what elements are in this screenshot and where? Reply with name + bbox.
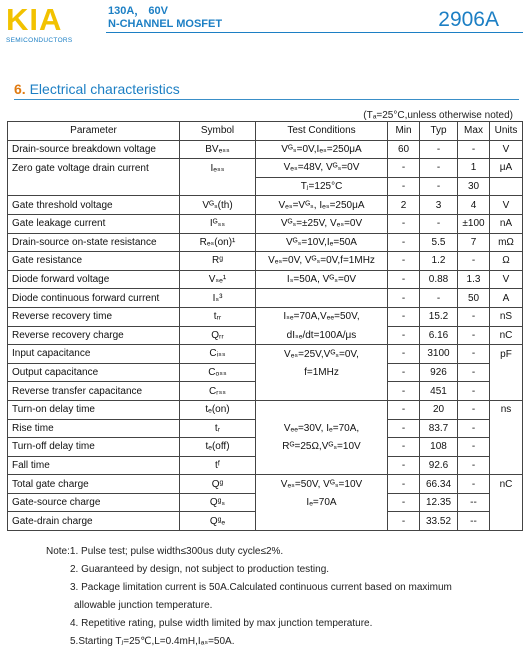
note-2: 2. Guaranteed by design, not subject to production testing. <box>70 564 330 575</box>
max-cell: 7 <box>458 233 490 252</box>
symbol-cell: Qᵣᵣ <box>180 326 256 345</box>
note-1: Note:1. Pulse test; pulse width≤300us duty cycle≤2%. <box>46 546 284 557</box>
table-row <box>8 438 523 457</box>
conditions-cell <box>256 456 388 475</box>
min-cell: - <box>388 289 420 308</box>
symbol-cell: Vᴳₛ(th) <box>180 196 256 215</box>
min-cell: - <box>388 493 420 512</box>
min-cell: - <box>388 214 420 233</box>
column-header: Symbol <box>180 122 256 141</box>
product-description <box>108 5 222 31</box>
units-cell: μA <box>490 159 523 178</box>
symbol-cell: Cᵣₛₛ <box>180 382 256 401</box>
max-cell: - <box>458 140 490 159</box>
min-cell: - <box>388 233 420 252</box>
rating-line: 130A， 60V <box>108 5 168 17</box>
max-cell: -- <box>458 512 490 531</box>
conditions-cell <box>256 512 388 531</box>
conditions-cell: Tⱼ=125°C <box>256 177 388 196</box>
symbol-cell: Iₛ³ <box>180 289 256 308</box>
max-cell: 4 <box>458 196 490 215</box>
logo-subtitle: SEMICONDUCTORS <box>6 37 73 44</box>
conditions-cell: f=1MHz <box>256 363 388 382</box>
typ-cell: 15.2 <box>420 307 458 326</box>
param-cell: Output capacitance <box>8 363 180 382</box>
units-cell: mΩ <box>490 233 523 252</box>
conditions-cell: Vᴳₛ=0V,Iₑₛ=250μA <box>256 140 388 159</box>
typ-cell: 451 <box>420 382 458 401</box>
logo-mark: KIA <box>6 2 63 37</box>
column-header: Test Conditions <box>256 122 388 141</box>
max-cell: - <box>458 363 490 382</box>
conditions-cell: Iₑ=70A <box>256 493 388 512</box>
min-cell: - <box>388 382 420 401</box>
typ-cell: 66.34 <box>420 475 458 494</box>
table-row <box>8 326 523 345</box>
units-cell <box>490 512 523 531</box>
header-divider <box>106 32 523 33</box>
typ-cell: 92.6 <box>420 456 458 475</box>
typ-cell: 6.16 <box>420 326 458 345</box>
min-cell: - <box>388 456 420 475</box>
symbol-cell: Iᴳₛₛ <box>180 214 256 233</box>
param-cell: Gate threshold voltage <box>8 196 180 215</box>
typ-cell: 83.7 <box>420 419 458 438</box>
company-logo <box>6 4 96 44</box>
min-cell: - <box>388 270 420 289</box>
typ-cell: 108 <box>420 438 458 457</box>
units-cell: nC <box>490 475 523 494</box>
max-cell: -- <box>458 493 490 512</box>
units-cell: nA <box>490 214 523 233</box>
max-cell: 1.3 <box>458 270 490 289</box>
table-row <box>8 382 523 401</box>
table-row <box>8 177 523 196</box>
param-cell: Drain-source breakdown voltage <box>8 140 180 159</box>
units-cell: V <box>490 270 523 289</box>
units-cell: Ω <box>490 252 523 271</box>
conditions-cell: dIₛₑ/dt=100A/μs <box>256 326 388 345</box>
symbol-cell: tₑ(on) <box>180 400 256 419</box>
min-cell: - <box>388 512 420 531</box>
conditions-cell: Vₑₑ=30V, Iₑ=70A, <box>256 419 388 438</box>
column-header: Parameter <box>8 122 180 141</box>
conditions-note: (Tₐ=25°C,unless otherwise noted) <box>363 110 513 121</box>
max-cell: - <box>458 307 490 326</box>
max-cell: - <box>458 438 490 457</box>
part-number: 2906A <box>438 8 499 31</box>
units-cell <box>490 493 523 512</box>
max-cell: - <box>458 456 490 475</box>
table-row <box>8 159 523 178</box>
min-cell: - <box>388 475 420 494</box>
units-cell <box>490 177 523 196</box>
table-header-row <box>8 122 523 141</box>
param-cell: Diode forward voltage <box>8 270 180 289</box>
section-title-text: Electrical characteristics <box>29 81 180 97</box>
table-row <box>8 307 523 326</box>
conditions-cell <box>256 400 388 419</box>
conditions-cell: Vₑₛ=48V, Vᴳₛ=0V <box>256 159 388 178</box>
symbol-cell: tₑ(off) <box>180 438 256 457</box>
units-cell <box>490 419 523 438</box>
typ-cell: - <box>420 289 458 308</box>
min-cell: - <box>388 363 420 382</box>
param-cell: Gate-source charge <box>8 493 180 512</box>
column-header: Max <box>458 122 490 141</box>
param-cell: Gate-drain charge <box>8 512 180 531</box>
symbol-cell: Iₑₛₛ <box>180 159 256 178</box>
typ-cell: 1.2 <box>420 252 458 271</box>
column-header: Typ <box>420 122 458 141</box>
note-3-continued: allowable junction temperature. <box>74 600 213 611</box>
symbol-cell: Cᵢₛₛ <box>180 345 256 364</box>
symbol-cell: tᵣ <box>180 419 256 438</box>
max-cell: 1 <box>458 159 490 178</box>
units-cell: ns <box>490 400 523 419</box>
min-cell: - <box>388 159 420 178</box>
units-cell: nS <box>490 307 523 326</box>
param-cell: Total gate charge <box>8 475 180 494</box>
symbol-cell: tᶠ <box>180 456 256 475</box>
symbol-cell: Cₒₛₛ <box>180 363 256 382</box>
typ-cell: 3100 <box>420 345 458 364</box>
units-cell <box>490 438 523 457</box>
typ-cell: 5.5 <box>420 233 458 252</box>
table-row <box>8 214 523 233</box>
param-cell: Turn-on delay time <box>8 400 180 419</box>
param-cell: Rise time <box>8 419 180 438</box>
section-number: 6. <box>14 81 26 97</box>
symbol-cell: Qᵍₑ <box>180 512 256 531</box>
param-cell: Reverse recovery time <box>8 307 180 326</box>
units-cell <box>490 456 523 475</box>
electrical-characteristics-table <box>7 121 523 531</box>
units-cell: V <box>490 196 523 215</box>
max-cell: - <box>458 475 490 494</box>
symbol-cell: Rᵍ <box>180 252 256 271</box>
param-cell: Gate leakage current <box>8 214 180 233</box>
max-cell: - <box>458 382 490 401</box>
table-row <box>8 493 523 512</box>
typ-cell: - <box>420 140 458 159</box>
table-row <box>8 475 523 494</box>
typ-cell: - <box>420 214 458 233</box>
conditions-cell: Vₑₛ=Vᴳₛ, Iₑₛ=250μA <box>256 196 388 215</box>
table-row <box>8 270 523 289</box>
min-cell: - <box>388 438 420 457</box>
conditions-cell: Vₑₛ=50V, Vᴳₛ=10V <box>256 475 388 494</box>
symbol-cell: Qᵍ <box>180 475 256 494</box>
conditions-cell: Rᴳ=25Ω,Vᴳₛ=10V <box>256 438 388 457</box>
units-cell: A <box>490 289 523 308</box>
max-cell: 50 <box>458 289 490 308</box>
conditions-cell <box>256 289 388 308</box>
note-5: 5.Starting Tⱼ=25℃,L=0.4mH,Iₐₛ=50A. <box>70 636 235 647</box>
table-row <box>8 252 523 271</box>
param-cell: Input capacitance <box>8 345 180 364</box>
table-row <box>8 419 523 438</box>
param-cell: Fall time <box>8 456 180 475</box>
symbol-cell: Rₑₛ(on)¹ <box>180 233 256 252</box>
max-cell: - <box>458 400 490 419</box>
units-cell: nC <box>490 326 523 345</box>
column-header: Min <box>388 122 420 141</box>
max-cell: ±100 <box>458 214 490 233</box>
param-cell: Drain-source on-state resistance <box>8 233 180 252</box>
conditions-cell: Vₑₛ=0V, Vᴳₛ=0V,f=1MHz <box>256 252 388 271</box>
param-cell: Turn-off delay time <box>8 438 180 457</box>
units-cell: V <box>490 140 523 159</box>
min-cell: 2 <box>388 196 420 215</box>
conditions-cell: Iₛₑ=70A,Vₑₑ=50V, <box>256 307 388 326</box>
conditions-cell: Iₛ=50A, Vᴳₛ=0V <box>256 270 388 289</box>
param-cell: Diode continuous forward current <box>8 289 180 308</box>
table-row <box>8 456 523 475</box>
section-title <box>14 81 180 97</box>
typ-cell: 12.35 <box>420 493 458 512</box>
conditions-cell: Vₑₛ=25V,Vᴳₛ=0V, <box>256 345 388 364</box>
typ-cell: 926 <box>420 363 458 382</box>
device-type-line: N-CHANNEL MOSFET <box>108 18 223 30</box>
min-cell: - <box>388 345 420 364</box>
max-cell: - <box>458 252 490 271</box>
typ-cell: - <box>420 159 458 178</box>
typ-cell: 3 <box>420 196 458 215</box>
param-cell: Gate resistance <box>8 252 180 271</box>
min-cell: - <box>388 177 420 196</box>
table-row <box>8 289 523 308</box>
param-cell: Reverse recovery charge <box>8 326 180 345</box>
symbol-cell: Qᵍₛ <box>180 493 256 512</box>
min-cell: - <box>388 419 420 438</box>
max-cell: 30 <box>458 177 490 196</box>
conditions-cell <box>256 382 388 401</box>
table-row <box>8 400 523 419</box>
units-cell <box>490 363 523 382</box>
param-cell: Zero gate voltage drain current <box>8 159 180 178</box>
min-cell: 60 <box>388 140 420 159</box>
note-3: 3. Package limitation current is 50A.Calculated continuous current based on maximum <box>70 582 452 593</box>
symbol-cell <box>180 177 256 196</box>
table-row <box>8 196 523 215</box>
typ-cell: 20 <box>420 400 458 419</box>
table-row <box>8 233 523 252</box>
units-cell: pF <box>490 345 523 364</box>
min-cell: - <box>388 307 420 326</box>
symbol-cell: BVₑₛₛ <box>180 140 256 159</box>
conditions-cell: Vᴳₛ=10V,Iₑ=50A <box>256 233 388 252</box>
table-row <box>8 345 523 364</box>
typ-cell: 0.88 <box>420 270 458 289</box>
table-row <box>8 512 523 531</box>
conditions-cell: Vᴳₛ=±25V, Vₑₛ=0V <box>256 214 388 233</box>
table-row <box>8 363 523 382</box>
symbol-cell: Vₛₑ¹ <box>180 270 256 289</box>
max-cell: - <box>458 345 490 364</box>
min-cell: - <box>388 326 420 345</box>
max-cell: - <box>458 419 490 438</box>
table-row <box>8 140 523 159</box>
column-header: Units <box>490 122 523 141</box>
typ-cell: 33.52 <box>420 512 458 531</box>
footnotes <box>46 543 452 651</box>
section-divider <box>14 99 519 100</box>
min-cell: - <box>388 252 420 271</box>
typ-cell: - <box>420 177 458 196</box>
param-cell <box>8 177 180 196</box>
units-cell <box>490 382 523 401</box>
param-cell: Reverse transfer capacitance <box>8 382 180 401</box>
min-cell: - <box>388 400 420 419</box>
max-cell: - <box>458 326 490 345</box>
symbol-cell: tᵣᵣ <box>180 307 256 326</box>
note-4: 4. Repetitive rating, pulse width limited by max junction temperature. <box>70 618 373 629</box>
